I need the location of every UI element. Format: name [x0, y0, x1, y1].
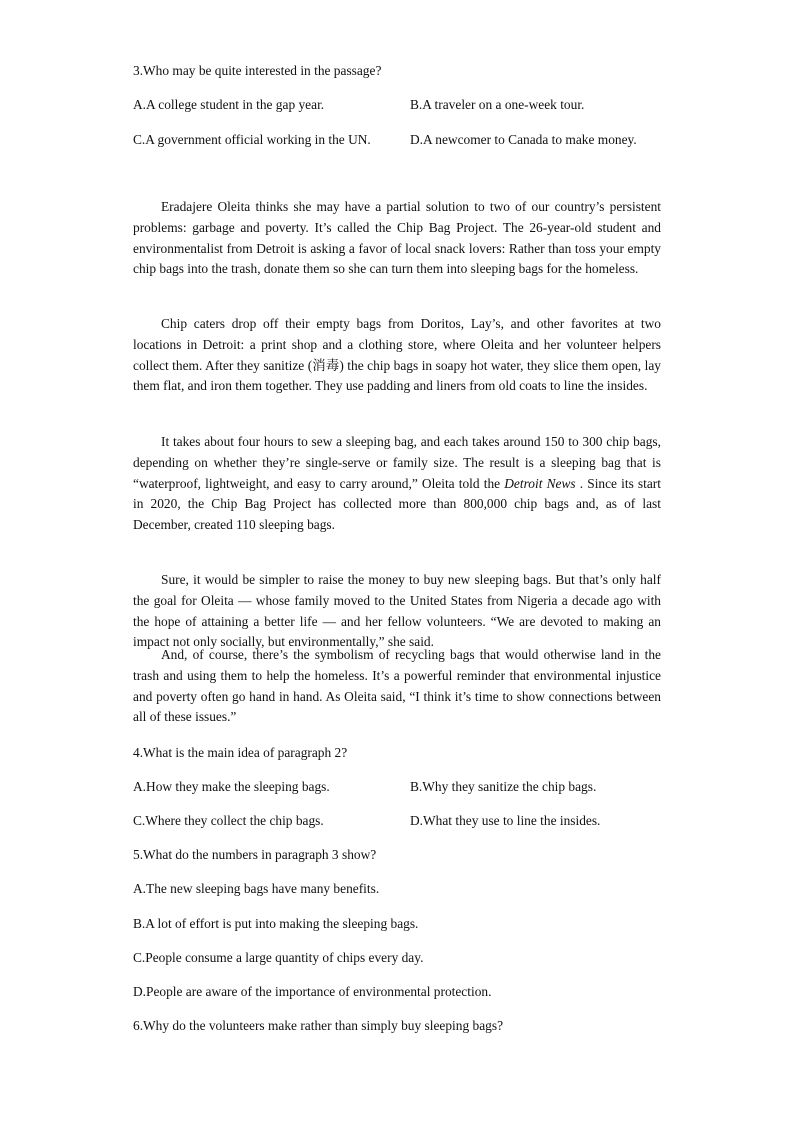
passage-paragraph-2: Chip caters drop off their empty bags from Doritos, Lay’s, and other favorites at two locations in Detroit: a print shop and a clothing store, where Oleita and her volunteer helpers collect them. After they sanitize (消毒) the chip bags in soapy hot water, they slice them open, lay them flat, and iron them together. They use padding and liners from old coats to line the insides.: [133, 316, 661, 394]
q5-question: 5.What do the numbers in paragraph 3 show?: [133, 847, 377, 862]
q5-option-b: B.A lot of effort is put into making the sleeping bags.: [133, 916, 419, 931]
q4-option-c: C.Where they collect the chip bags.: [133, 813, 324, 828]
q3-option-c: C.A government official working in the UN.: [133, 132, 371, 147]
q3-question: 3.Who may be quite interested in the passage?: [133, 63, 382, 78]
q4-option-b: B.Why they sanitize the chip bags.: [410, 779, 597, 794]
passage-paragraph-1: Eradajere Oleita thinks she may have a partial solution to two of our country’s persistent problems: garbage and poverty. It’s called the Chip Bag Project. The 26-year-old student and environmentalist from Detroit is asking a favor of local snack lovers: Rather than toss your empty chip bags into the trash, donate them so she can turn them into sleeping bags for the homeless.: [133, 199, 661, 277]
q3-option-a: A.A college student in the gap year.: [133, 97, 325, 112]
q5-option-d: D.People are aware of the importance of environmental protection.: [133, 984, 492, 999]
q4-question: 4.What is the main idea of paragraph 2?: [133, 745, 348, 760]
q6-question: 6.Why do the volunteers make rather than simply buy sleeping bags?: [133, 1018, 504, 1033]
q5-option-a: A.The new sleeping bags have many benefits.: [133, 881, 380, 896]
passage-paragraph-3: [133, 432, 661, 536]
q3-option-b: B.A traveler on a one-week tour.: [410, 97, 585, 112]
newspaper-title: Detroit News: [504, 475, 576, 491]
paragraph-3-text-start: It takes about four hours to sew a sleeping bag, and each takes around 150 to 300 chip bags, depending on whether they’re single-serve or family size. The result is a sleeping bag that is “waterproof, lightweight, and easy to carry around,” Oleita told the: [133, 434, 661, 491]
q4-option-d: D.What they use to line the insides.: [410, 813, 601, 828]
q4-option-a: A.How they make the sleeping bags.: [133, 779, 330, 794]
q5-option-c: C.People consume a large quantity of chips every day.: [133, 950, 424, 965]
q3-option-d: D.A newcomer to Canada to make money.: [410, 132, 637, 147]
passage-paragraph-5: And, of course, there’s the symbolism of recycling bags that would otherwise land in the trash and using them to help the homeless. It’s a powerful reminder that environmental injustice and poverty often go hand in hand. As Oleita said, “I think it’s time to show connections between all of these issues.”: [133, 647, 661, 725]
passage-paragraph-4: Sure, it would be simpler to raise the money to buy new sleeping bags. But that’s only half the goal for Oleita — whose family moved to the United States from Nigeria a decade ago with the hope of attaining a better life — and her fellow volunteers. “We are devoted to making an impact not only socially, but environmentally,” she said.: [133, 572, 661, 650]
paragraph-3-text-end: . Since its start in 2020, the Chip Bag Project has collected more than 800,000 chip bags and, as of last December, created 110 sleeping bags.: [133, 475, 661, 533]
